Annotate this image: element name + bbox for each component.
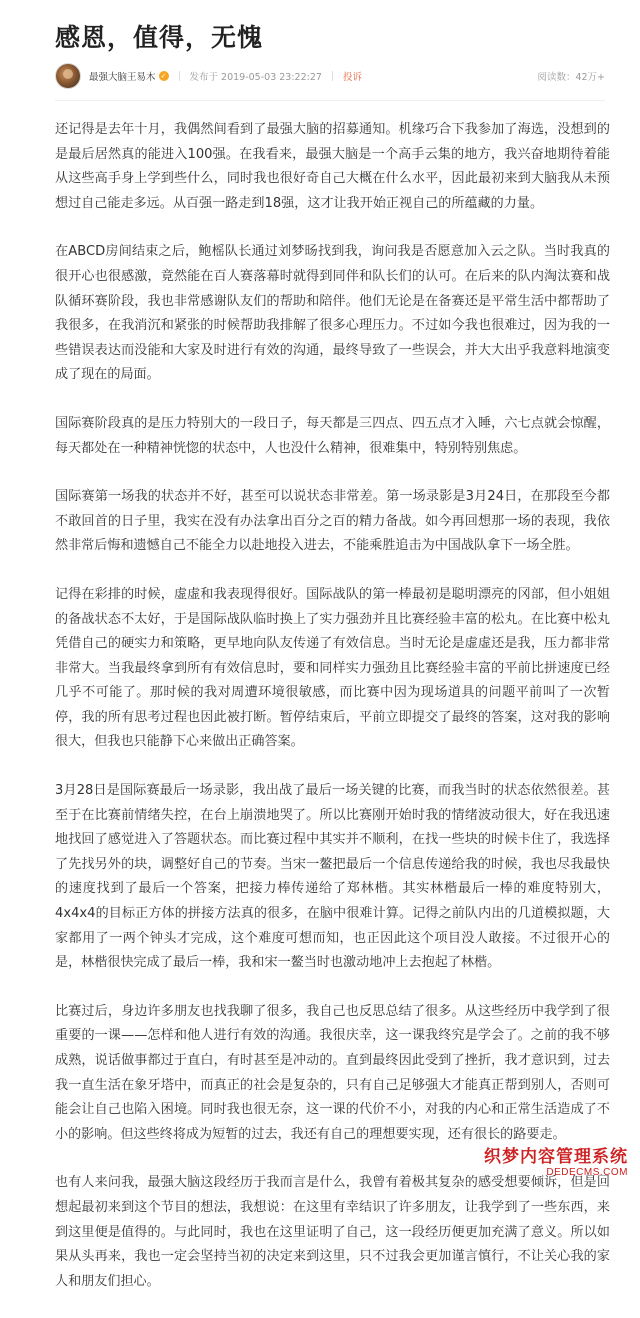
article-paragraph: 国际赛阶段真的是压力特别大的一段日子，每天都是三四点、四五点才入睡，六七点就会惊醒，每天都处在一种精神恍惚的状态中，人也没什么精神，很难集中，特别特别焦虑。	[55, 415, 610, 456]
article-paragraph: 记得在彩排的时候，虚虚和我表现得很好。国际战队的第一棒最初是聪明漂亮的冈部，但小姐姐的备战状态不太好，于是国际战队临时换上了实力强劲并且比赛经验丰富的松丸。在比赛中松丸凭借自己的硬实力和策略，更早地向队友传递了有效信息。当时无论是虚虚还是我，压力都非常非常大。当我最终拿到所有有效信息时，要和同样实力强劲且比赛经验丰富的平前比拼速度已经几乎不可能了。那时候的我对周遭环境很敏感，而比赛中因为现场道具的问题平前叫了一次暂停，我的所有思考过程也因此被打断。暂停结束后，平前立即提交了最终的答案，这对我的影响很大，但我也只能静下心来做出正确答案。	[55, 586, 610, 750]
author-avatar[interactable]	[55, 63, 81, 89]
verified-icon: ✓	[159, 71, 169, 81]
article-paragraph: 国际赛第一场我的状态并不好，甚至可以说状态非常差。第一场录影是3月24日，在那段至今都不敢回首的日子里，我实在没有办法拿出百分之百的精力备战。如今再回想那一场的表现，我依然非常后悔和遗憾自己不能全力以赴地投入进去，不能乘胜追击为中国战队拿下一场全胜。	[55, 489, 610, 554]
report-link[interactable]: 投诉	[342, 72, 362, 83]
article-paragraph: 3月28日是国际赛最后一场录影，我出战了最后一场关键的比赛，而我当时的状态依然很差。甚至于在比赛前情绪失控，在台上崩溃地哭了。所以比赛刚开始时我的情绪波动很大，好在我迅速地找回了感觉进入了答题状态。而比赛过程中其实并不顺利，在找一些块的时候卡住了，我选择了先找另外的块，调整好自己的节奏。当宋一鳌把最后一个信息传递给我的时候，我也尽我最快的速度找到了最后一个答案，把接力棒传递给了郑林楷。其实林楷最后一棒的难度特别大，4x4x4的目标正方体的拼接方法真的很多，在脑中很难计算。记得之前队内出的几道模拟题，大家都用了一两个钟头才完成，这个难度可想而知，也正因此这个项目没人敢接。不过很开心的是，林楷很快完成了最后一棒，我和宋一鳌当时也激动地冲上去抱起了林楷。	[55, 783, 610, 971]
author-name[interactable]: 最强大脑王易木	[89, 72, 156, 83]
article-paragraph: 还记得是去年十月，我偶然间看到了最强大脑的招募通知。机缘巧合下我参加了海选，没想到的是最后居然真的能进入100强。在我看来，最强大脑是一个高手云集的地方，我兴奋地期待着能从这些高手身上学到些什么，同时我也很好奇自己大概在什么水平，因此最初来到大脑我从未预想过自己能走多远。从百强一路走到18强，这才让我开始正视自己的所蕴藏的力量。	[55, 122, 610, 211]
article-title: 感恩，值得，无愧	[55, 23, 264, 52]
publish-time: 发布于 2019-05-03 23:22:27	[189, 72, 322, 83]
watermark-title: 织梦内容管理系统	[484, 1147, 628, 1167]
article-meta	[55, 60, 605, 92]
article-paragraph: 也有人来问我，最强大脑这段经历于我而言是什么，我曾有着极其复杂的感受想要倾诉，但是回想起最初来到这个节目的想法，我想说：在这里有幸结识了许多朋友，让我学到了一些东西，来到这里便是值得的。与此同时，我也在这里证明了自己，这一段经历便更加充满了意义。所以如果从头再来，我也一定会坚持当初的决定来到这里，只不过我会更加谨言慎行，不让关心我的家人和朋友们担心。	[55, 1175, 610, 1289]
watermark-url: DEDECMS.COM	[546, 1167, 628, 1178]
meta-separator	[179, 71, 180, 81]
meta-separator	[332, 71, 333, 81]
header-divider	[55, 100, 605, 101]
article-paragraph: 比赛过后，身边许多朋友也找我聊了很多，我自己也反思总结了很多。从这些经历中我学到了很重要的一课——怎样和他人进行有效的沟通。我很庆幸，这一课我终究是学会了。之前的我不够成熟，说话做事都过于直白，有时甚至是冲动的。直到最终因此受到了挫折，我才意识到，过去我一直生活在象牙塔中，而真正的社会是复杂的，只有自己足够强大才能真正帮到别人，否则可能会让自己也陷入困境。同时我也很无奈，这一课的代价不小，对我的内心和正常生活造成了不小的影响。但这些终将成为短暂的过去，我还有自己的理想要实现，还有很长的路要走。	[55, 1003, 610, 1142]
site-watermark	[484, 1142, 628, 1178]
article-body	[55, 118, 610, 1318]
read-count: 阅读数：42万+	[537, 72, 605, 83]
article-paragraph: 在ABCD房间结束之后，鲍榣队长通过刘梦旸找到我，询问我是否愿意加入云之队。当时我真的很开心也很感激，竟然能在百人赛落幕时就得到同伴和队长们的认可。在后来的队内淘汰赛和战队循环赛阶段，我也非常感谢队友们的帮助和陪伴。他们无论是在备赛还是平常生活中都帮助了我很多，在我消沉和紧张的时候帮助我排解了很多心理压力。不过如今我也很难过，因为我的一些错误表达而没能和大家及时进行有效的沟通，最终导致了一些误会，并大大出乎我意料地演变成了现在的局面。	[55, 244, 610, 383]
